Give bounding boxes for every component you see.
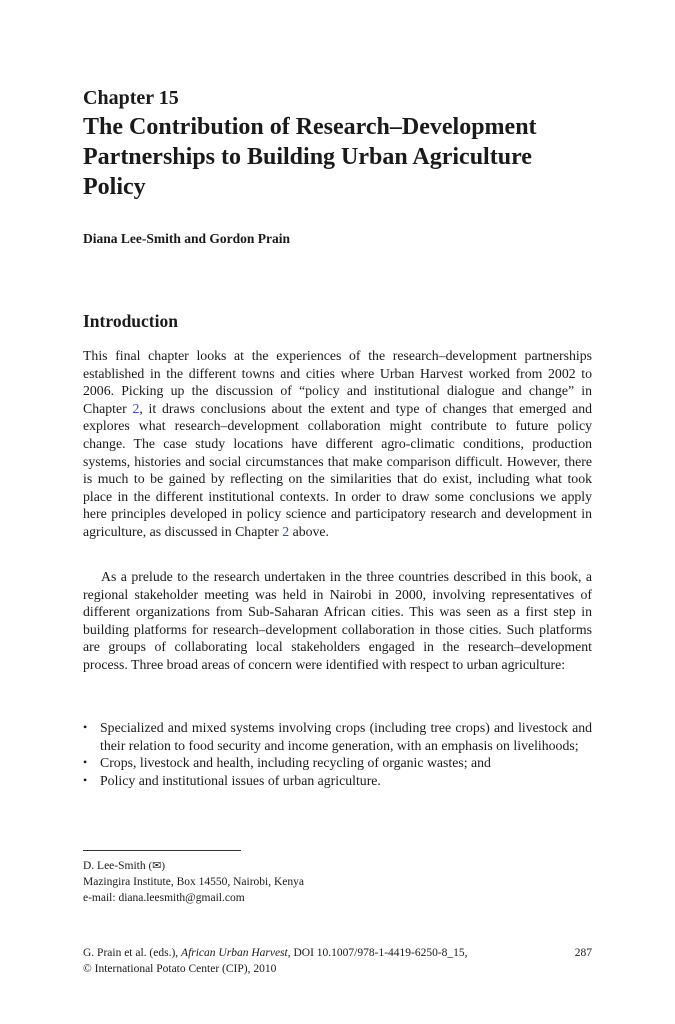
- bullet-marker: •: [83, 772, 88, 787]
- citation-doi: , DOI 10.1007/978-1-4419-6250-8_15,: [287, 947, 468, 959]
- chapter-authors: Diana Lee-Smith and Gordon Prain: [83, 231, 291, 246]
- chapter-reference-link[interactable]: 2: [282, 523, 290, 539]
- list-item: [83, 754, 592, 772]
- bullet-marker: •: [83, 720, 88, 734]
- footnote-address: Mazingira Institute, Box 14550, Nairobi, Kenya: [83, 876, 305, 888]
- footnote-divider: [83, 850, 241, 851]
- citation-prefix: G. Prain et al. (eds.),: [83, 947, 182, 959]
- list-item-text: Crops, livestock and health, including recycling of organic wastes; and: [100, 755, 491, 771]
- paragraph-text: As a prelude to the research undertaken in the three countries described in this book, a regional stakeholder meeting was held in Nairobi in 2000, involving representatives of different organizations from Sub-Saharan African cities. This was seen as a first step in building platforms for research–development collaboration in those cities. Such platforms are groups of collaborating local stakeholders engaged in the research–development process. Three broad areas of concern were identified with respect to urban agriculture:: [83, 569, 592, 672]
- list-item: [83, 719, 592, 754]
- section-heading: Introduction: [83, 311, 178, 331]
- chapter-reference-link[interactable]: 2: [132, 400, 140, 416]
- list-item: [83, 772, 592, 790]
- paragraph: [83, 568, 592, 674]
- citation-book-title: African Urban Harvest: [181, 947, 288, 959]
- chapter-title-line: Policy: [83, 174, 146, 200]
- chapter-title-line: Partnerships to Building Urban Agriculture: [83, 144, 532, 170]
- list-item-text: Specialized and mixed systems involving crops (including tree crops) and livestock and their relation to food security and income generation, with an emphasis on livelihoods;: [100, 720, 592, 753]
- envelope-icon: (✉): [148, 860, 166, 872]
- citation-copyright: © International Potato Center (CIP), 2010: [83, 963, 277, 975]
- footnote-author-line: [83, 858, 483, 874]
- list-item-text: Policy and institutional issues of urban agriculture.: [100, 772, 381, 788]
- paragraph-text: , it draws conclusions about the extent and type of changes that emerged and explores what research–development collaboration might contribute to future policy change. The case study locations have different agro-climatic conditions, production systems, histories and social circumstances that make comparison difficult. However, there is much to be gained by reflecting on the similarities that do exist, including what took place in the different institutional contexts. In order to draw some conclusions we apply here principles developed in policy science and participatory research and development in agriculture, as discussed in Chapter: [83, 400, 593, 539]
- author-footnote: [83, 858, 483, 906]
- bullet-marker: •: [83, 755, 88, 770]
- paragraph-text: above.: [289, 523, 329, 539]
- chapter-title: [83, 112, 603, 202]
- page-number: 287: [574, 947, 592, 959]
- citation-line: [83, 945, 592, 961]
- footnote-author-name: D. Lee-Smith: [83, 860, 146, 872]
- paragraph-text: This final chapter looks at the experiences of the research–development partnerships established in the different towns and cities where Urban Harvest worked from 2002 to 2006. Picking up the discussion of “policy and institutional dialogue and change” in Chapter: [83, 348, 592, 416]
- bullet-list: [83, 719, 592, 789]
- paragraph: [83, 347, 592, 541]
- book-citation: [83, 945, 592, 977]
- chapter-title-line: The Contribution of Research–Development: [83, 114, 537, 140]
- chapter-number: Chapter 15: [83, 87, 179, 109]
- footnote-email: e-mail: diana.leesmith@gmail.com: [83, 892, 245, 904]
